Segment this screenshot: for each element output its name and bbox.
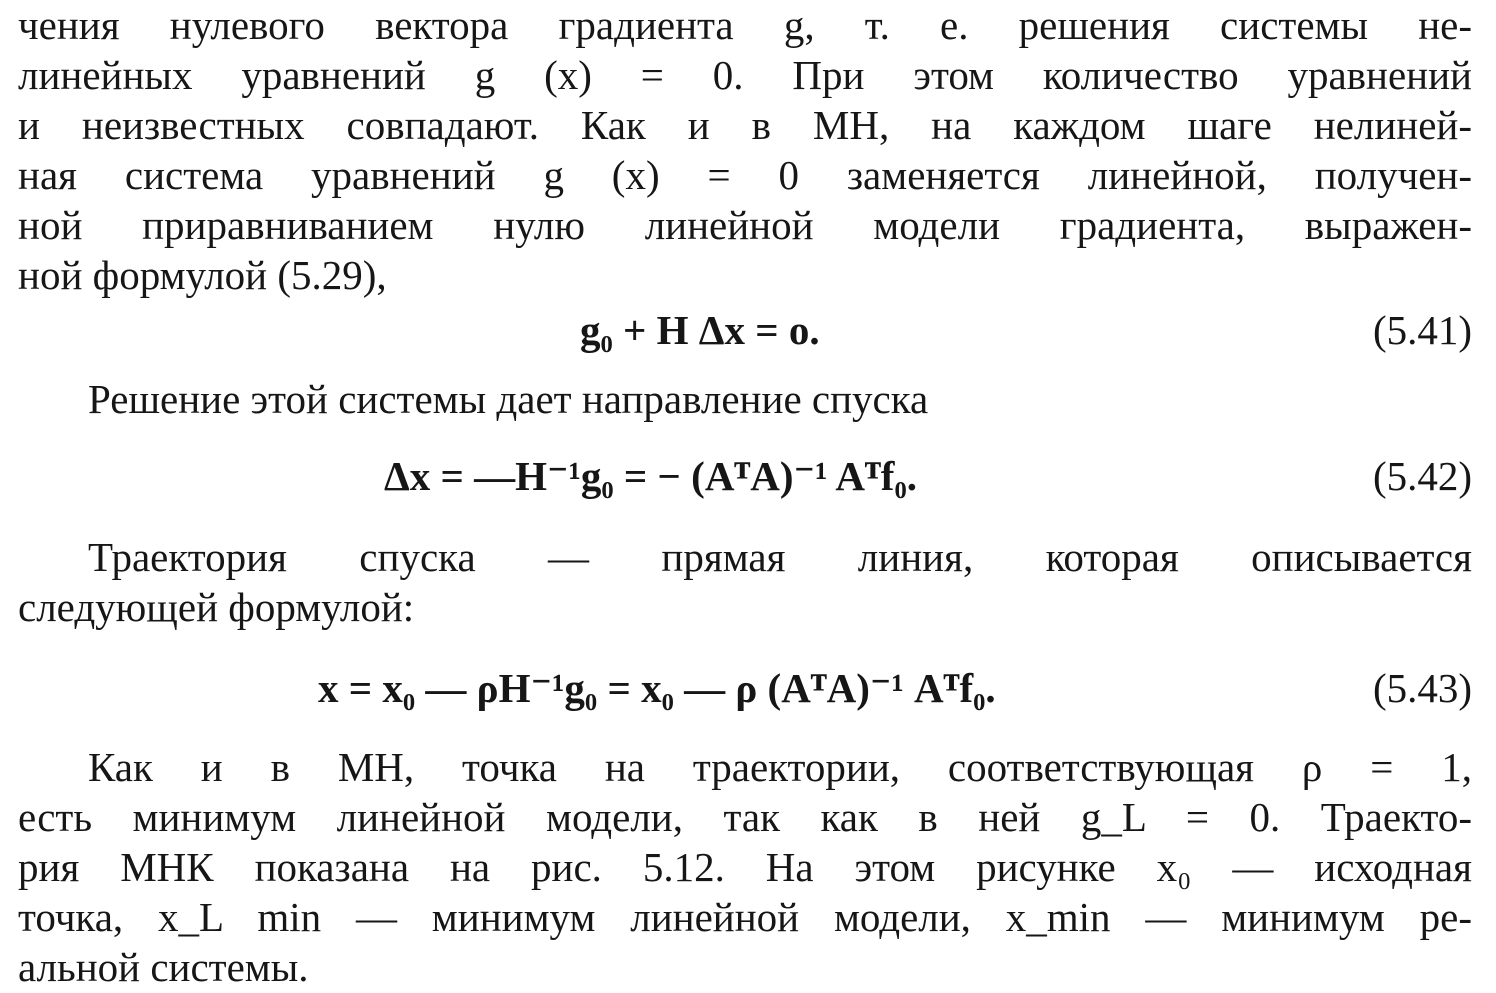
text-line: ная система уравнений g (x) = 0 заменяется линейной, получен- [18,152,1472,198]
paragraph-1 [18,0,1472,300]
text-line: Решение этой системы дает направление спуска [88,376,929,422]
equation-body: x = x₀ — ρH⁻¹g₀ = x₀ — ρ (AᵀA)⁻¹ Aᵀf₀. [318,665,996,711]
paragraph-3 [18,532,1472,632]
text-line: Траектория спуска — прямая линия, которая описывается [88,534,1472,580]
equation-number: (5.43) [1372,665,1472,711]
text-line: линейных уравнений g (x) = 0. При этом количество уравнений [18,52,1472,98]
equation-body: g₀ + H Δx = o. [580,307,820,353]
text-line: чения нулевого вектора градиента g, т. е. решения системы не- [18,2,1472,48]
equation-5-43 [18,658,1472,718]
text-line: альной системы. [18,944,309,990]
equation-5-41 [18,300,1472,360]
paragraph-2 [18,374,1472,424]
equation-body: Δx = —H⁻¹g₀ = − (AᵀA)⁻¹ Aᵀf₀. [384,453,917,499]
text-line: ной приравниванием нулю линейной модели градиента, выражен- [18,202,1472,248]
equation-number: (5.42) [1372,453,1472,499]
text-line: Как и в МН, точка на траектории, соответствующая ρ = 1, [88,744,1472,790]
text-line: следующей формулой: [18,584,415,630]
equation-number: (5.41) [1372,307,1472,353]
paragraph-4 [18,742,1472,992]
text-line: есть минимум линейной модели, так как в ней g_L = 0. Траекто- [18,794,1472,840]
text-line: ной формулой (5.29), [18,252,387,298]
text-line: точка, x_L min — минимум линейной модели, x_min — минимум ре- [18,894,1472,940]
text-line: и неизвестных совпадают. Как и в МН, на каждом шаге нелиней- [18,102,1472,148]
text-line: рия МНК показана на рис. 5.12. На этом рисунке x₀ — исходная [18,844,1472,890]
equation-5-42 [18,446,1472,506]
